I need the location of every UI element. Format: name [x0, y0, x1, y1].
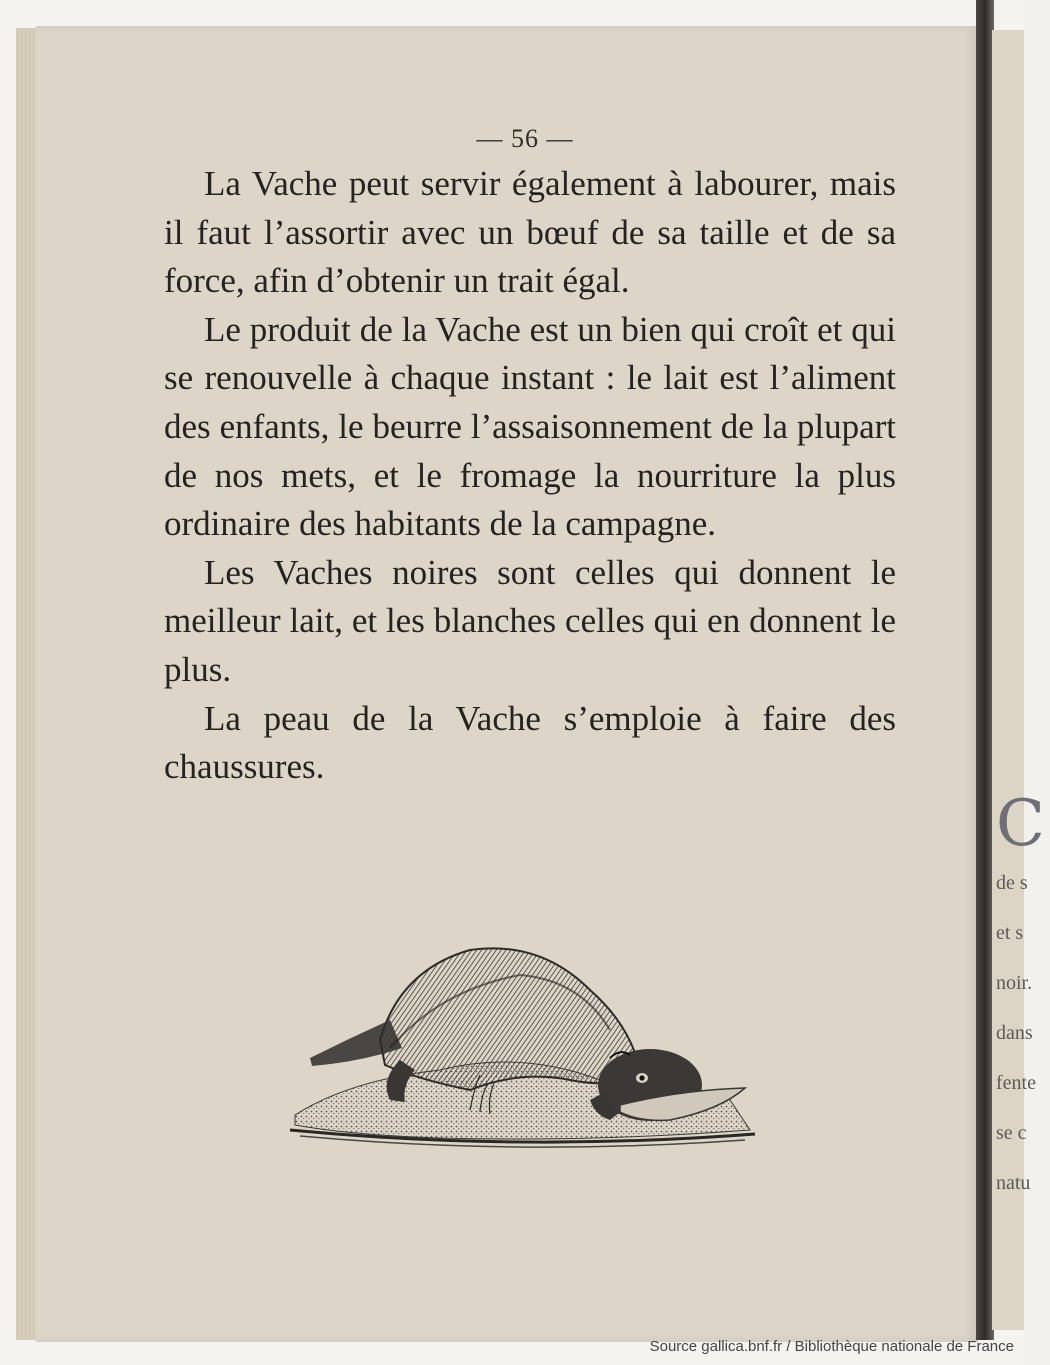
- page-number: — 56 —: [476, 124, 574, 153]
- facing-fragment: de s: [996, 872, 1028, 894]
- page-edges: [16, 28, 38, 1340]
- facing-fragment: noir.: [996, 972, 1033, 994]
- paragraph: Le produit de la Vache est un bien qui croît et qui se renouvelle à chaque instant : le lait est l’aliment des enfants, le beurre l’assaisonnement de la plupart de nos mets, et le fromage la nourriture la plus ordinaire des habitants de la campagne.: [164, 309, 896, 544]
- otter-engraving-icon: [290, 930, 760, 1155]
- paragraph: La Vache peut servir également à labourer, mais il faut l’assortir avec un bœuf de sa taille et de sa force, afin d’obtenir un trait égal.: [164, 164, 896, 301]
- facing-fragment: natu: [996, 1172, 1031, 1194]
- facing-fragment: dans: [996, 1022, 1033, 1044]
- facing-fragment: fente: [996, 1072, 1036, 1094]
- facing-fragment: se c: [996, 1122, 1027, 1144]
- drop-cap: C: [996, 787, 1045, 861]
- paragraph: Les Vaches noires sont celles qui donnent le meilleur lait, et les blanches celles qui en donnent le plus.: [164, 552, 896, 689]
- paragraph: La peau de la Vache s’emploie à faire des chaussures.: [164, 698, 896, 787]
- facing-page: [992, 30, 1045, 1330]
- body-text: [164, 160, 896, 792]
- facing-fragment: et s: [996, 922, 1024, 944]
- source-credit: Source gallica.bnf.fr / Bibliothèque nationale de France: [649, 1338, 1014, 1355]
